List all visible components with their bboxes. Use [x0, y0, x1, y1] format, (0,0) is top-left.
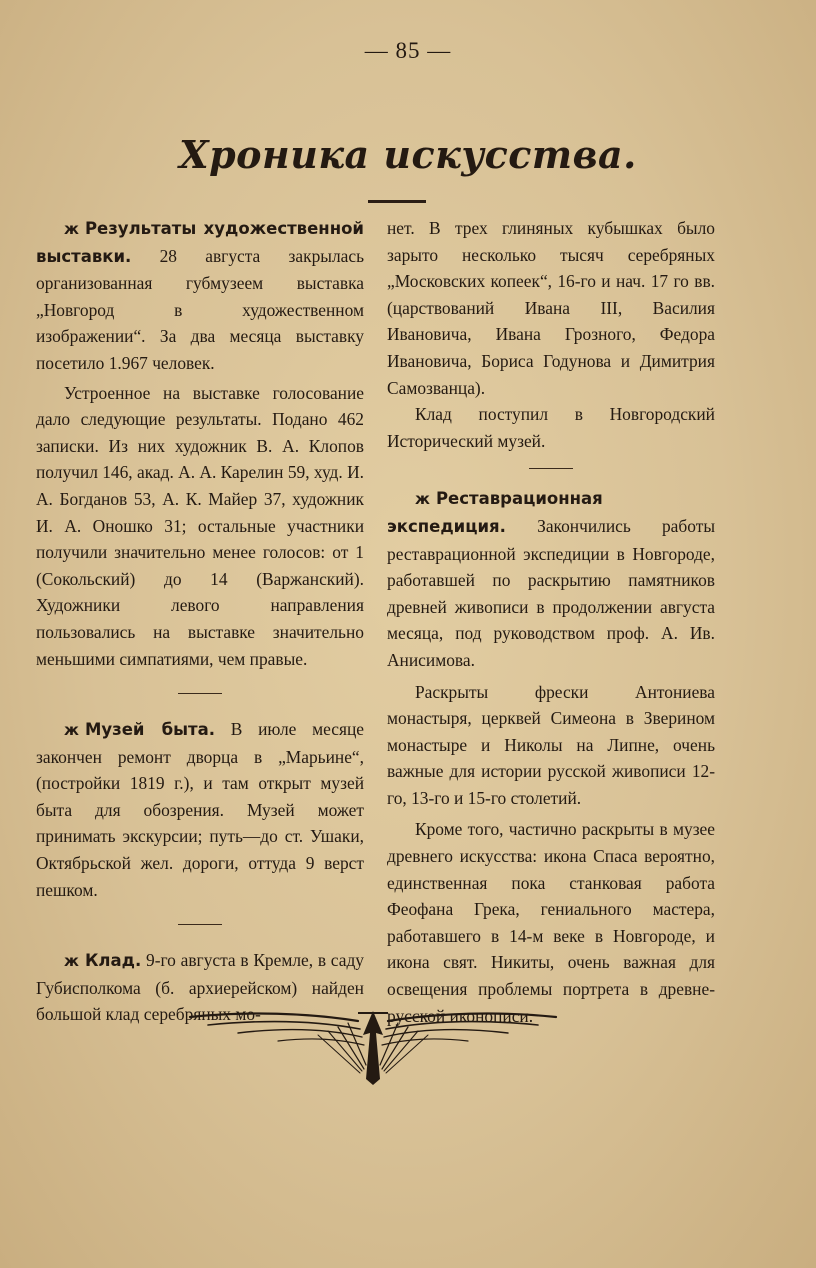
- section-museum-of-life: [36, 716, 364, 903]
- section-heading: Результаты художественной выставки.: [36, 219, 364, 266]
- page-number: — 85 —: [364, 38, 452, 63]
- paragraph: Клад поступил в Новгородский Исторический музей.: [387, 404, 715, 451]
- title-divider: [368, 200, 426, 203]
- paragraph: Устроенное на выставке голосование дало следующие результаты. Подано 462 записки. Из них художник В. А. Клопов получил 146, акад. А. А. Карелин 59, худ. И. А. Богданов 53, А. К. Майер 37, художник И. А. Оношко 31; остальные участники получили значительно менее голосов: от 1 (Сокольский) до 14 (Варжанский). Художники левого направления пользовались на выставке значительно меньшими симпатиями, чем правые.: [36, 382, 364, 669]
- section-heading: Музей быта.: [84, 720, 215, 740]
- section-divider: [529, 468, 573, 469]
- section-heading: Реставрационная экспедиция.: [387, 489, 603, 536]
- paragraph: Кроме того, частично раскрыты в музее древнего искусства: икона Спаса вероятно, единственная пока станковая работа Феофана Грека, гениального мастера, работавшего в 14-м веке в Новгороде, и икона свят. Никиты, очень важная для освещения проблемы портрета в древне-русской иконописи.: [387, 819, 715, 1026]
- section-results-exhibition: [36, 215, 364, 377]
- section-divider: [178, 693, 222, 694]
- paragraph: Раскрыты фрески Антониева монастыря, церквей Симеона в Зверином монастыре и Николы на Липне, очень важные для истории русской живописи 12-го, 13-го и 15-го столетий.: [387, 681, 715, 808]
- paragraph-continuation: нет. В трех глиняных кубышках было зарыто несколько тысяч серебряных „Московских копеек“, 16-го и нач. 17 го вв. (царствований Ивана III, Василия Ивановича, Ивана Грозного, Федора Ивановича, Бориса Годунова и Димитрия Самозванца).: [387, 218, 715, 398]
- paragraph: Закончились работы реставрационной экспедиции в Новгороде, работавшей по раскрытию памятников древней живописи в продолжении августа месяца, под руководством проф. А. Ив. Анисимова.: [387, 515, 715, 670]
- section-mark-icon: ж: [64, 220, 79, 238]
- left-column: [36, 215, 364, 1028]
- page-title: Хроника искусства.: [179, 132, 637, 177]
- section-mark-icon: ж: [415, 490, 430, 509]
- section-heading: Клад.: [84, 951, 142, 971]
- section-divider: [178, 924, 222, 925]
- paragraph: В июле месяце закончен ремонт дворца в „Марьине“, (постройки 1819 г.), и там открыт музей быта для обозрения. Музей может принимать экскурсии; путь—до ст. Ушаки, Октябрьской жел. дороги, оттуда 9 верст пешком.: [36, 719, 364, 900]
- section-restoration-expedition: [387, 485, 715, 673]
- section-mark-icon: ж: [64, 721, 79, 740]
- paragraph: 9-го августа в Кремле, в саду Губисполкома (б. архиерейском) найден большой клад серебряных мо-: [36, 950, 364, 1025]
- winged-ornament-icon: [188, 1005, 558, 1087]
- right-column: [387, 215, 715, 1029]
- paragraph: 28 августа закрылась организованная губмузеем выставка „Новгород в художественном изображении“. За два месяца выставку посетило 1.967 человек.: [36, 245, 364, 373]
- section-mark-icon: ж: [64, 952, 79, 971]
